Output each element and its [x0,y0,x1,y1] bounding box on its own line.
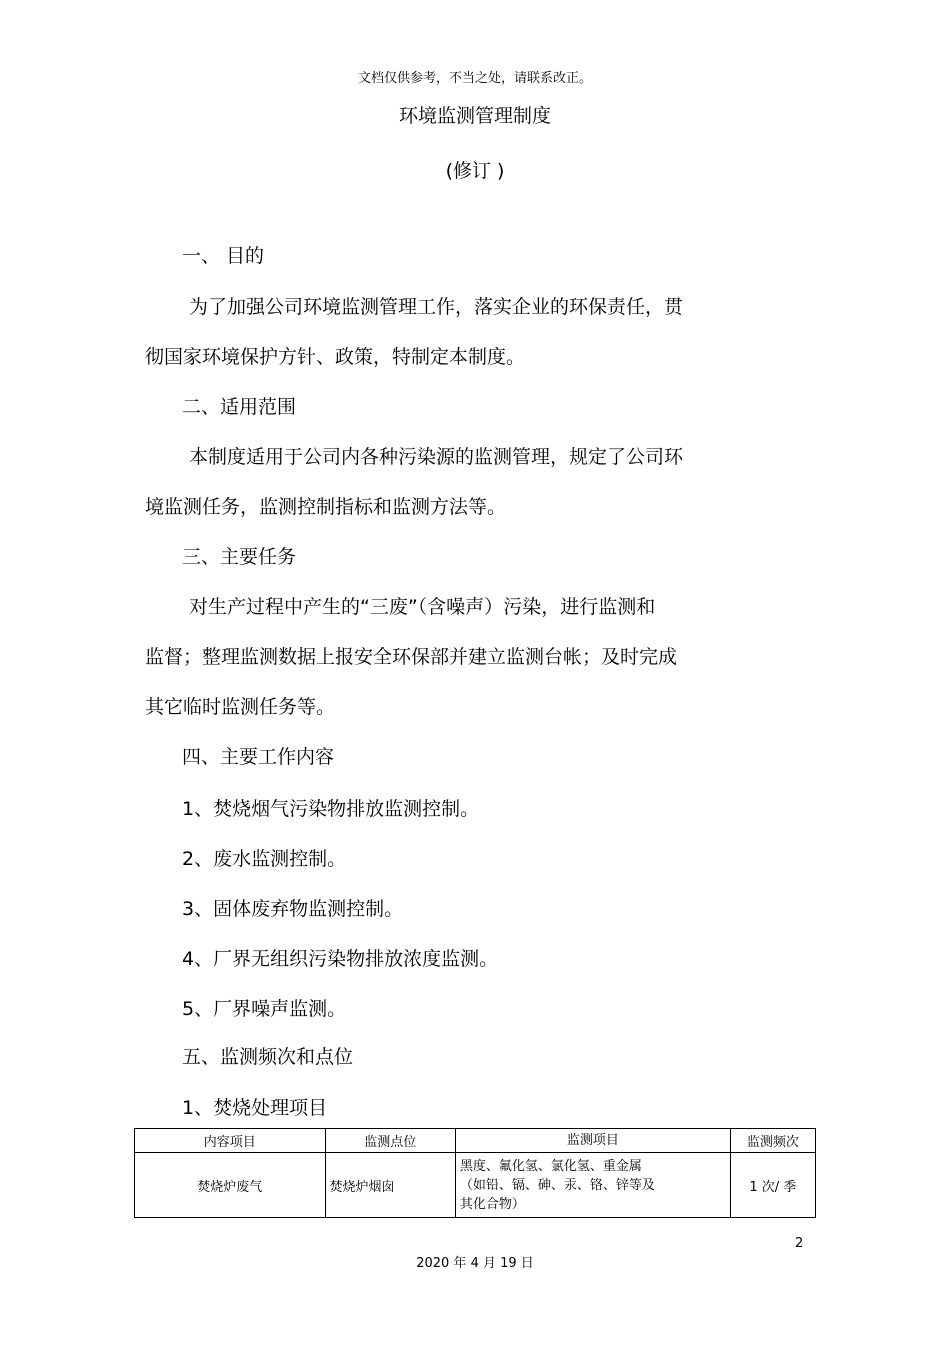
subsection-heading: 1、焚烧处理项目 [182,1097,328,1119]
footer-date: 2020 年 4 月 19 日 [416,1256,534,1271]
section-heading-frequency: 五、监测频次和点位 [182,1046,354,1068]
paragraph-line: 监督；整理监测数据上报安全环保部并建立监测台帐；及时完成 [145,646,678,668]
items-line: （如铅、镉、砷、汞、铬、锌等及 [459,1177,655,1193]
table-header-cell: 内容项目 [135,1129,326,1153]
section-heading-purpose: 一、 目的 [182,245,265,267]
paragraph-line: 境监测任务，监测控制指标和监测方法等。 [145,496,507,518]
table-header-cell: 监测频次 [730,1129,815,1153]
table-cell-frequency: 1 次/ 季 [730,1153,815,1218]
items-line: 黑度、氟化氢、氯化氢、重金属 [459,1158,642,1174]
paragraph-line: 对生产过程中产生的“三废”（含噪声）污染，进行监测和 [189,596,656,618]
table-header-cell: 监测项目 [455,1129,730,1153]
section-heading-scope: 二、适用范围 [182,396,297,418]
header-note: 文档仅供参考，不当之处，请联系改正。 [357,71,592,86]
table-header-row [135,1129,816,1153]
paragraph-line: 其它临时监测任务等。 [145,696,336,718]
monitoring-table [134,1128,816,1218]
list-item: 5、厂界噪声监测。 [182,998,347,1020]
table-cell-items [455,1153,730,1218]
table-row [135,1153,816,1218]
table-cell-content: 焚烧炉废气 [135,1153,326,1218]
section-heading-work: 四、主要工作内容 [182,746,335,768]
list-item: 2、废水监测控制。 [182,848,347,870]
list-item: 3、固体废弃物监测控制。 [182,898,404,920]
items-line: 其化合物） [459,1196,525,1212]
paragraph-line: 为了加强公司环境监测管理工作，落实企业的环保责任，贯 [189,296,684,318]
table-header-cell: 监测点位 [325,1129,455,1153]
document-subtitle: (修订 ) [445,160,505,182]
document-title: 环境监测管理制度 [398,105,551,127]
paragraph-line: 本制度适用于公司内各种污染源的监测管理，规定了公司环 [189,446,684,468]
page-number: 2 [795,1236,804,1251]
section-heading-tasks: 三、主要任务 [182,546,297,568]
paragraph-line: 彻国家环境保护方针、政策，特制定本制度。 [145,346,526,368]
table-cell-point: 焚烧炉烟囱 [325,1153,455,1218]
list-item: 1、焚烧烟气污染物排放监测控制。 [182,798,480,820]
list-item: 4、厂界无组织污染物排放浓度监测。 [182,948,499,970]
